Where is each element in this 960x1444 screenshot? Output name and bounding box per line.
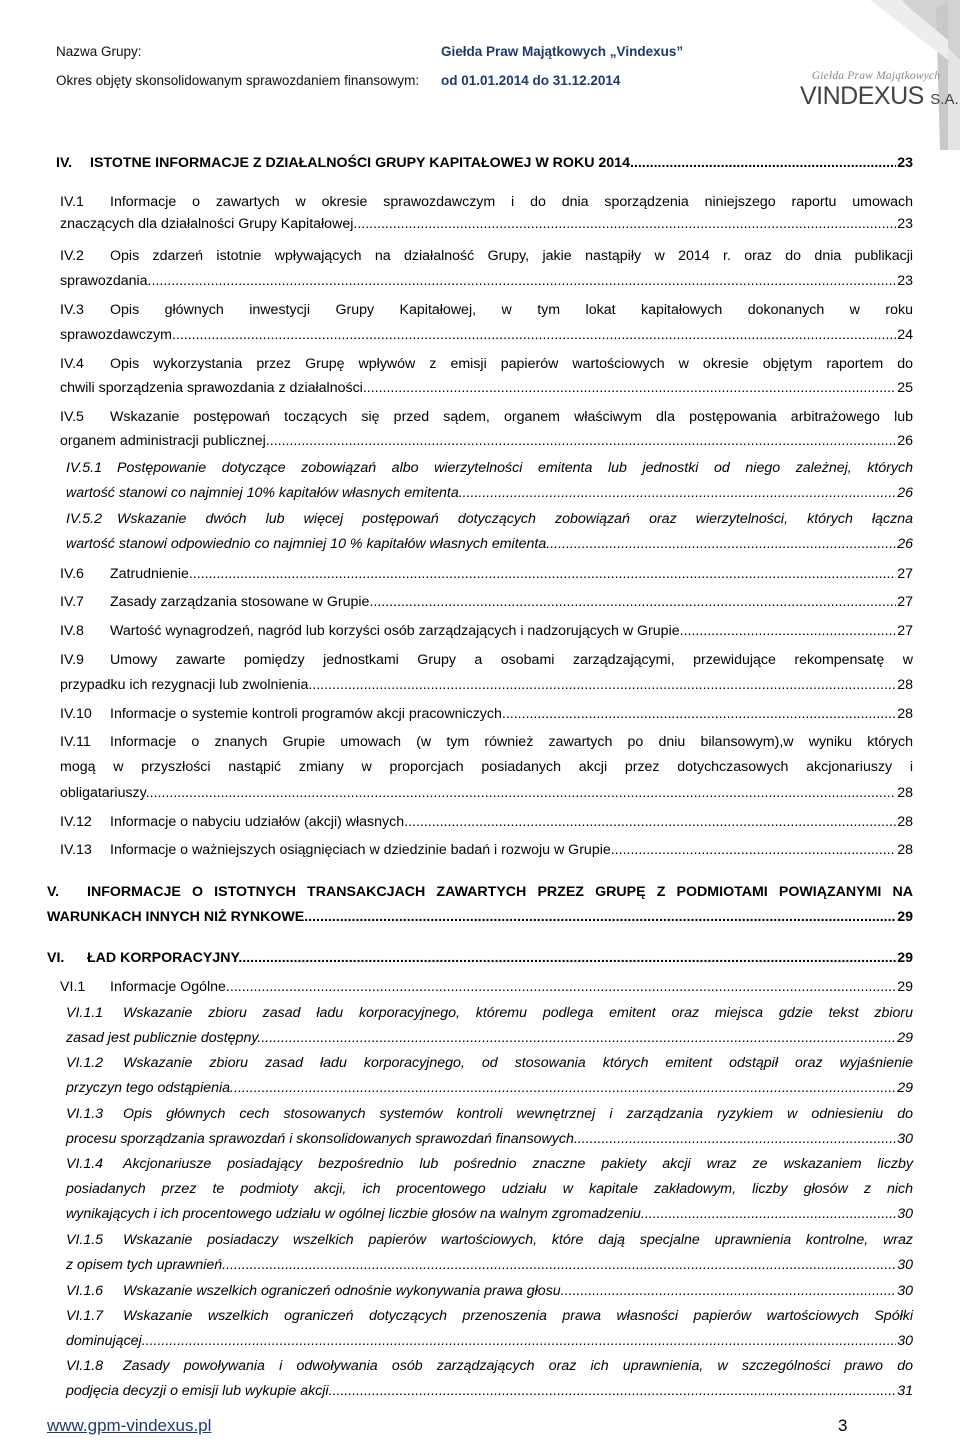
toc-page: 30 xyxy=(897,1206,913,1222)
toc-page: 27 xyxy=(897,594,913,610)
toc-page: 29 xyxy=(897,1030,913,1046)
toc-page: 29 xyxy=(897,979,913,995)
toc-title-cont: znaczących dla działalności Grupy Kapitałowej. xyxy=(60,216,358,232)
toc-number: IV.5.2 xyxy=(66,511,103,527)
toc-title-cont: procesu sporządzania sprawozdań i skonsolidowanych sprawozdań finansowych. xyxy=(66,1131,578,1147)
toc-title: Informacje o ważniejszych osiągnięciach w dziedzinie badań i rozwoju w Grupie. xyxy=(110,842,615,858)
toc-leader-line xyxy=(66,1128,913,1150)
toc-page: 26 xyxy=(897,433,913,449)
toc-page: 26 xyxy=(897,536,913,552)
reporting-period-label: Okres objęty skonsolidowanym sprawozdaniem finansowym: xyxy=(56,73,420,88)
toc-number: IV.4 xyxy=(60,356,84,372)
toc-title-cont: WARUNKACH INNYCH NIŻ RYNKOWE. xyxy=(47,909,309,925)
toc-page: 30 xyxy=(897,1131,913,1147)
toc-number: IV.8 xyxy=(60,623,84,639)
toc-number: VI. xyxy=(47,950,65,966)
toc-title: Opis głównych inwestycji Grupy Kapitałowej, w tym lokat kapitałowych dokonanych w roku xyxy=(110,302,913,318)
toc-number: VI.1.2 xyxy=(66,1055,104,1071)
toc-title: Postępowanie dotyczące zobowiązań albo wierzytelności emitenta lub jednostki od niego zależnej, których xyxy=(117,460,913,476)
toc-number: V. xyxy=(47,884,60,900)
toc-page: 25 xyxy=(897,380,913,396)
website-link[interactable]: www.gpm-vindexus.pl xyxy=(47,1416,212,1435)
toc-number: VI.1.4 xyxy=(66,1156,104,1172)
toc-title: Wskazanie wszelkich ograniczeń odnośnie wykonywania prawa głosu. xyxy=(123,1283,565,1299)
toc-leader-line xyxy=(60,213,913,235)
reporting-period-value: od 01.01.2014 do 31.12.2014 xyxy=(441,73,621,88)
toc-title: Wskazanie zbioru zasad ładu korporacyjnego, któremu podlega emitent oraz miejsca gdzie tekst zbioru xyxy=(123,1005,913,1021)
toc-title-cont: posiadanych przez te podmioty akcji, ich procentowego udziału w kapitale zakładowym, liczby głosów z nich xyxy=(66,1181,913,1197)
toc-page: 28 xyxy=(897,814,913,830)
toc-page: 30 xyxy=(897,1283,913,1299)
toc-number: IV.13 xyxy=(60,842,92,858)
toc-title: Informacje o systemie kontroli programów akcji pracowniczych. xyxy=(110,706,506,722)
toc-title: Zasady powoływania i odwoływania osób zarządzających oraz ich uprawnienia, w szczególności prawo do xyxy=(123,1358,913,1374)
toc-title: Wskazanie postępowań toczących się przed sądem, organem właściwym dla postępowania arbitrażowego lub xyxy=(110,409,913,425)
toc-page: 28 xyxy=(897,677,913,693)
toc-page: 27 xyxy=(897,566,913,582)
toc-leader-line xyxy=(60,377,913,399)
toc-title-cont: zasad jest publicznie dostępny. xyxy=(66,1030,262,1046)
toc-number: IV.5.1 xyxy=(66,460,103,476)
toc-title-cont: wartość stanowi odpowiednio co najmniej 10 % kapitałów własnych emitenta. xyxy=(66,536,551,552)
group-name-label: Nazwa Grupy: xyxy=(56,44,142,59)
logo-name-text: VINDEXUS xyxy=(800,82,924,110)
toc-leader-line xyxy=(90,152,913,174)
toc-leader-line xyxy=(110,703,913,725)
toc-number: IV.6 xyxy=(60,566,84,582)
toc-number: IV.5 xyxy=(60,409,84,425)
toc-leader-line xyxy=(110,563,913,585)
toc-leader-line xyxy=(66,482,913,504)
toc-page: 28 xyxy=(897,785,913,801)
toc-leader-line xyxy=(110,811,913,833)
toc-title-cont: wartość stanowi co najmniej 10% kapitałów własnych emitenta. xyxy=(66,485,463,501)
toc-page: 29 xyxy=(897,950,913,966)
toc-title: Opis głównych cech stosowanych systemów kontroli wewnętrznej i zarządzania ryzykiem w odniesieniu do xyxy=(123,1106,913,1122)
toc-leader-line xyxy=(66,1203,913,1225)
toc-page: 28 xyxy=(897,842,913,858)
toc-title: Wskazanie posiadaczy wszelkich papierów wartościowych, które dają specjalne uprawnienia kontrolne, wraz xyxy=(123,1232,913,1248)
toc-leader-line xyxy=(60,270,913,292)
toc-page: 23 xyxy=(897,155,913,171)
toc-title: Zatrudnienie. xyxy=(110,566,193,582)
toc-leader-line xyxy=(60,324,913,346)
group-name-value: Giełda Praw Majątkowych „Vindexus” xyxy=(441,44,684,59)
toc-title-cont: obligatariuszy. xyxy=(60,785,150,801)
toc-title: ŁAD KORPORACYJNY. xyxy=(87,950,243,966)
toc-leader-line xyxy=(66,1380,913,1402)
toc-title-cont: organem administracji publicznej. xyxy=(60,433,270,449)
toc-number: IV.10 xyxy=(60,706,92,722)
toc-page: 26 xyxy=(897,485,913,501)
toc-number: VI.1.3 xyxy=(66,1106,104,1122)
toc-title: INFORMACJE O ISTOTNYCH TRANSAKCJACH ZAWARTYCH PRZEZ GRUPĘ Z PODMIOTAMI POWIĄZANYMI NA xyxy=(87,884,913,900)
toc-page: 30 xyxy=(897,1257,913,1273)
toc-title: Wskazanie zbioru zasad ładu korporacyjnego, od stosowania których emitent odstąpił oraz wyjaśnienie xyxy=(123,1055,913,1071)
toc-title-cont: z opisem tych uprawnień. xyxy=(66,1257,227,1273)
toc-leader-line xyxy=(110,839,913,861)
toc-title: Wskazanie dwóch lub więcej postępowań dotyczących zobowiązań oraz wierzytelności, których łączna xyxy=(117,511,913,527)
toc-title: Informacje o znanych Grupie umowach (w tym również zawartych po dniu bilansowym),w wyniku których xyxy=(110,734,913,750)
toc-leader-line xyxy=(66,1330,913,1352)
toc-title-cont: przypadku ich rezygnacji lub zwolnienia. xyxy=(60,677,313,693)
toc-title: Informacje o nabyciu udziałów (akcji) własnych. xyxy=(110,814,409,830)
toc-page: 29 xyxy=(897,909,913,925)
page-number: 3 xyxy=(838,1416,848,1435)
toc-number: VI.1 xyxy=(60,979,86,995)
toc-title-cont: przyczyn tego odstąpienia. xyxy=(66,1080,234,1096)
toc-number: VI.1.7 xyxy=(66,1308,104,1324)
toc-page: 30 xyxy=(897,1333,913,1349)
toc-title-cont: dominującej. xyxy=(66,1333,146,1349)
logo-suffix: S.A. xyxy=(930,91,959,108)
toc-title: Informacje Ogólne. xyxy=(110,979,230,995)
toc-leader-line xyxy=(110,591,913,613)
toc-leader-line xyxy=(110,620,913,642)
toc-title-cont: sprawozdania. xyxy=(60,273,152,289)
toc-page: 23 xyxy=(897,273,913,289)
toc-number: IV.7 xyxy=(60,594,84,610)
toc-leader-line xyxy=(66,1027,913,1049)
toc-leader-line xyxy=(66,533,913,555)
toc-leader-line xyxy=(60,674,913,696)
toc-title-cont: podjęcia decyzji o emisji lub wykupie akcji. xyxy=(66,1383,333,1399)
toc-number: IV.3 xyxy=(60,302,84,318)
toc-leader-line xyxy=(66,1077,913,1099)
toc-title-cont: mogą w przyszłości nastąpić zmiany w proporcjach posiadanych akcji przez dotychczasowych akcjonariuszy i xyxy=(60,759,913,775)
toc-title-cont: chwili sporządzenia sprawozdania z działalności. xyxy=(60,380,367,396)
toc-leader-line xyxy=(60,782,913,804)
toc-number: VI.1.8 xyxy=(66,1358,104,1374)
toc-title: Wskazanie wszelkich ograniczeń dotyczących przenoszenia prawa własności papierów wartościowych Spółki xyxy=(123,1308,913,1324)
toc-title: Umowy zawarte pomiędzy jednostkami Grupy a osobami zarządzającymi, przewidujące rekompensatę w xyxy=(110,652,913,668)
toc-title: Opis zdarzeń istotnie wpływających na działalność Grupy, jakie nastąpiły w 2014 r. oraz do dnia publikacji xyxy=(110,248,913,264)
toc-leader-line xyxy=(47,906,913,928)
toc-number: VI.1.5 xyxy=(66,1232,104,1248)
toc-leader-line xyxy=(87,947,913,969)
toc-number: VI.1.1 xyxy=(66,1005,104,1021)
toc-title: Zasady zarządzania stosowane w Grupie. xyxy=(110,594,374,610)
toc-title: Opis wykorzystania przez Grupę wpływów z emisji papierów wartościowych w okresie objętym raportem do xyxy=(110,356,913,372)
toc-title-cont: sprawozdawczym. xyxy=(60,327,176,343)
toc-number: IV.9 xyxy=(60,652,84,668)
toc-page: 31 xyxy=(897,1383,913,1399)
toc-page: 27 xyxy=(897,623,913,639)
toc-title: Akcjonariusze posiadający bezpośrednio lub pośrednio znaczne pakiety akcji wraz ze wskazaniem liczby xyxy=(123,1156,913,1172)
toc-number: IV.1 xyxy=(60,194,84,210)
toc-number: VI.1.6 xyxy=(66,1283,104,1299)
toc-leader-line xyxy=(60,430,913,452)
toc-title-cont: wynikających i ich procentowego udziału w ogólnej liczbie głosów na walnym zgromadzeniu. xyxy=(66,1206,645,1222)
toc-title: Wartość wynagrodzeń, nagród lub korzyści osób zarządzających i nadzorujących w Grupie. xyxy=(110,623,684,639)
toc-number: IV.11 xyxy=(60,734,91,750)
toc-title: Informacje o zawartych w okresie sprawozdawczym i do dnia sporządzenia niniejszego raportu umowach xyxy=(110,194,913,210)
logo-tagline: Giełda Praw Majątkowych xyxy=(811,70,941,82)
toc-leader-line xyxy=(123,1280,913,1302)
toc-page: 28 xyxy=(897,706,913,722)
toc-leader-line xyxy=(66,1254,913,1276)
toc-leader-line xyxy=(110,976,913,998)
toc-page: 29 xyxy=(897,1080,913,1096)
toc-page: 24 xyxy=(897,327,913,343)
toc-title: ISTOTNE INFORMACJE Z DZIAŁALNOŚCI GRUPY KAPITAŁOWEJ W ROKU 2014. xyxy=(90,155,634,171)
toc-number: IV.12 xyxy=(60,814,92,830)
toc-number: IV. xyxy=(56,155,73,171)
toc-page: 23 xyxy=(897,216,913,232)
page-footer xyxy=(0,1400,960,1444)
toc-number: IV.2 xyxy=(60,248,84,264)
